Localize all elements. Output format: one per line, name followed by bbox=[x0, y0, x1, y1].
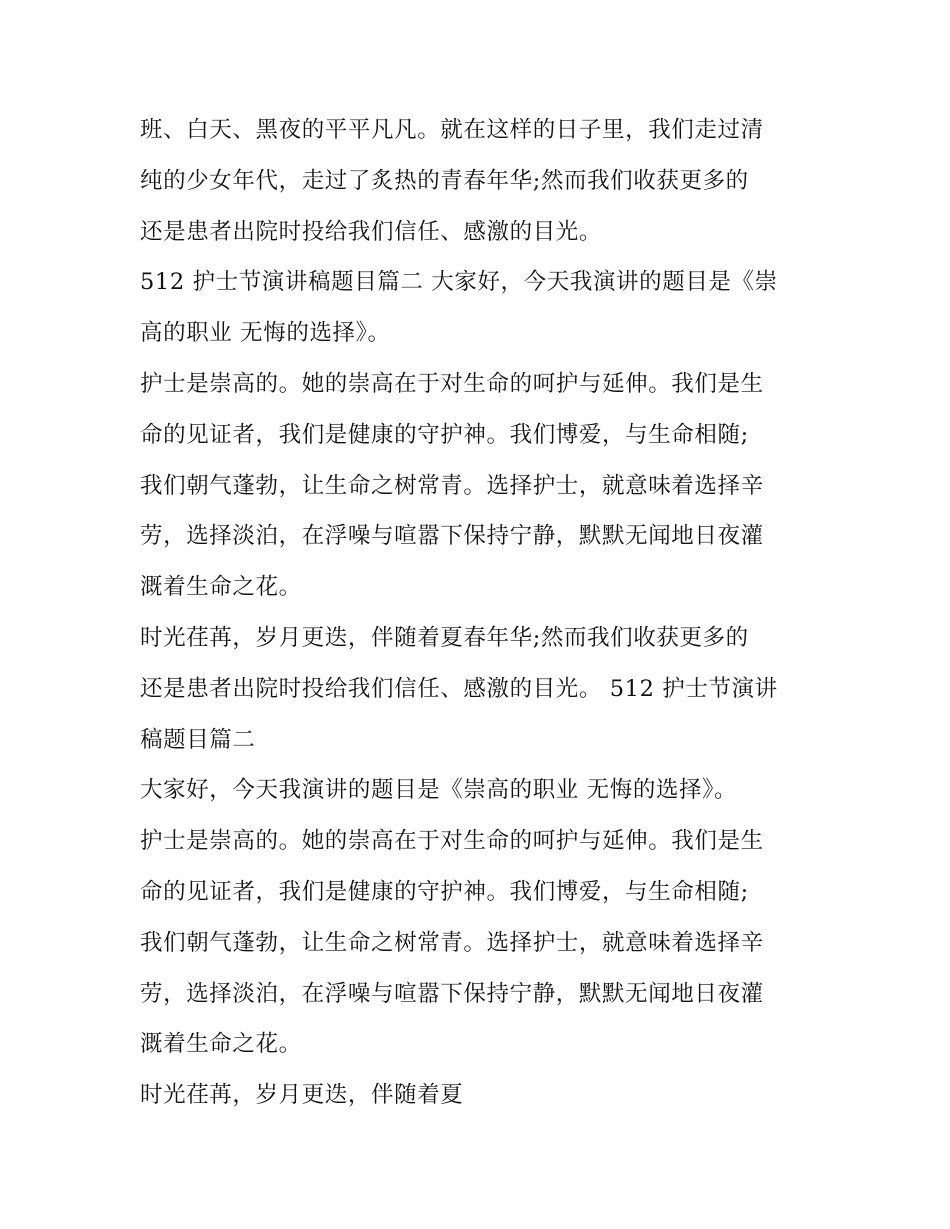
text-line: 还是患者出院时投给我们信任、感激的目光。 512 护士节演讲 bbox=[140, 675, 778, 702]
text-line: 命的见证者，我们是健康的守护神。我们博爱，与生命相随; bbox=[140, 878, 749, 905]
text-line: 纯的少女年代，走过了炙热的青春年华;然而我们收获更多的 bbox=[140, 167, 749, 194]
text-line: 时光荏苒，岁月更迭，伴随着夏 bbox=[140, 1082, 464, 1109]
text-line: 高的职业 无悔的选择》。 bbox=[140, 320, 391, 347]
section-heading-line: 512 护士节演讲稿题目篇二 大家好，今天我演讲的题目是《崇 bbox=[140, 269, 778, 296]
text-line: 溉着生命之花。 bbox=[140, 1031, 302, 1058]
document-body bbox=[140, 105, 820, 1121]
text-line: 溉着生命之花。 bbox=[140, 574, 302, 601]
text-line: 还是患者出院时投给我们信任、感激的目光。 bbox=[140, 218, 603, 245]
text-line: 时光荏苒，岁月更迭，伴随着夏春年华;然而我们收获更多的 bbox=[140, 624, 749, 651]
text-line: 命的见证者，我们是健康的守护神。我们博爱，与生命相随; bbox=[140, 421, 749, 448]
text-line: 劳，选择淡泊，在浮噪与喧嚣下保持宁静，默默无闻地日夜灌 bbox=[140, 980, 764, 1007]
text-line: 护士是崇高的。她的崇高在于对生命的呵护与延伸。我们是生 bbox=[140, 828, 764, 855]
text-line: 班、白天、黑夜的平平凡凡。就在这样的日子里，我们走过清 bbox=[140, 117, 764, 143]
text-line: 我们朝气蓬勃，让生命之树常青。选择护士，就意味着选择辛 bbox=[140, 472, 764, 499]
text-line: 我们朝气蓬勃，让生命之树常青。选择护士，就意味着选择辛 bbox=[140, 929, 764, 956]
text-line: 劳，选择淡泊，在浮噪与喧嚣下保持宁静，默默无闻地日夜灌 bbox=[140, 523, 764, 550]
text-line: 大家好，今天我演讲的题目是《崇高的职业 无悔的选择》。 bbox=[140, 777, 738, 804]
text-line: 护士是崇高的。她的崇高在于对生命的呵护与延伸。我们是生 bbox=[140, 370, 764, 397]
section-heading-line: 稿题目篇二 bbox=[140, 726, 256, 753]
